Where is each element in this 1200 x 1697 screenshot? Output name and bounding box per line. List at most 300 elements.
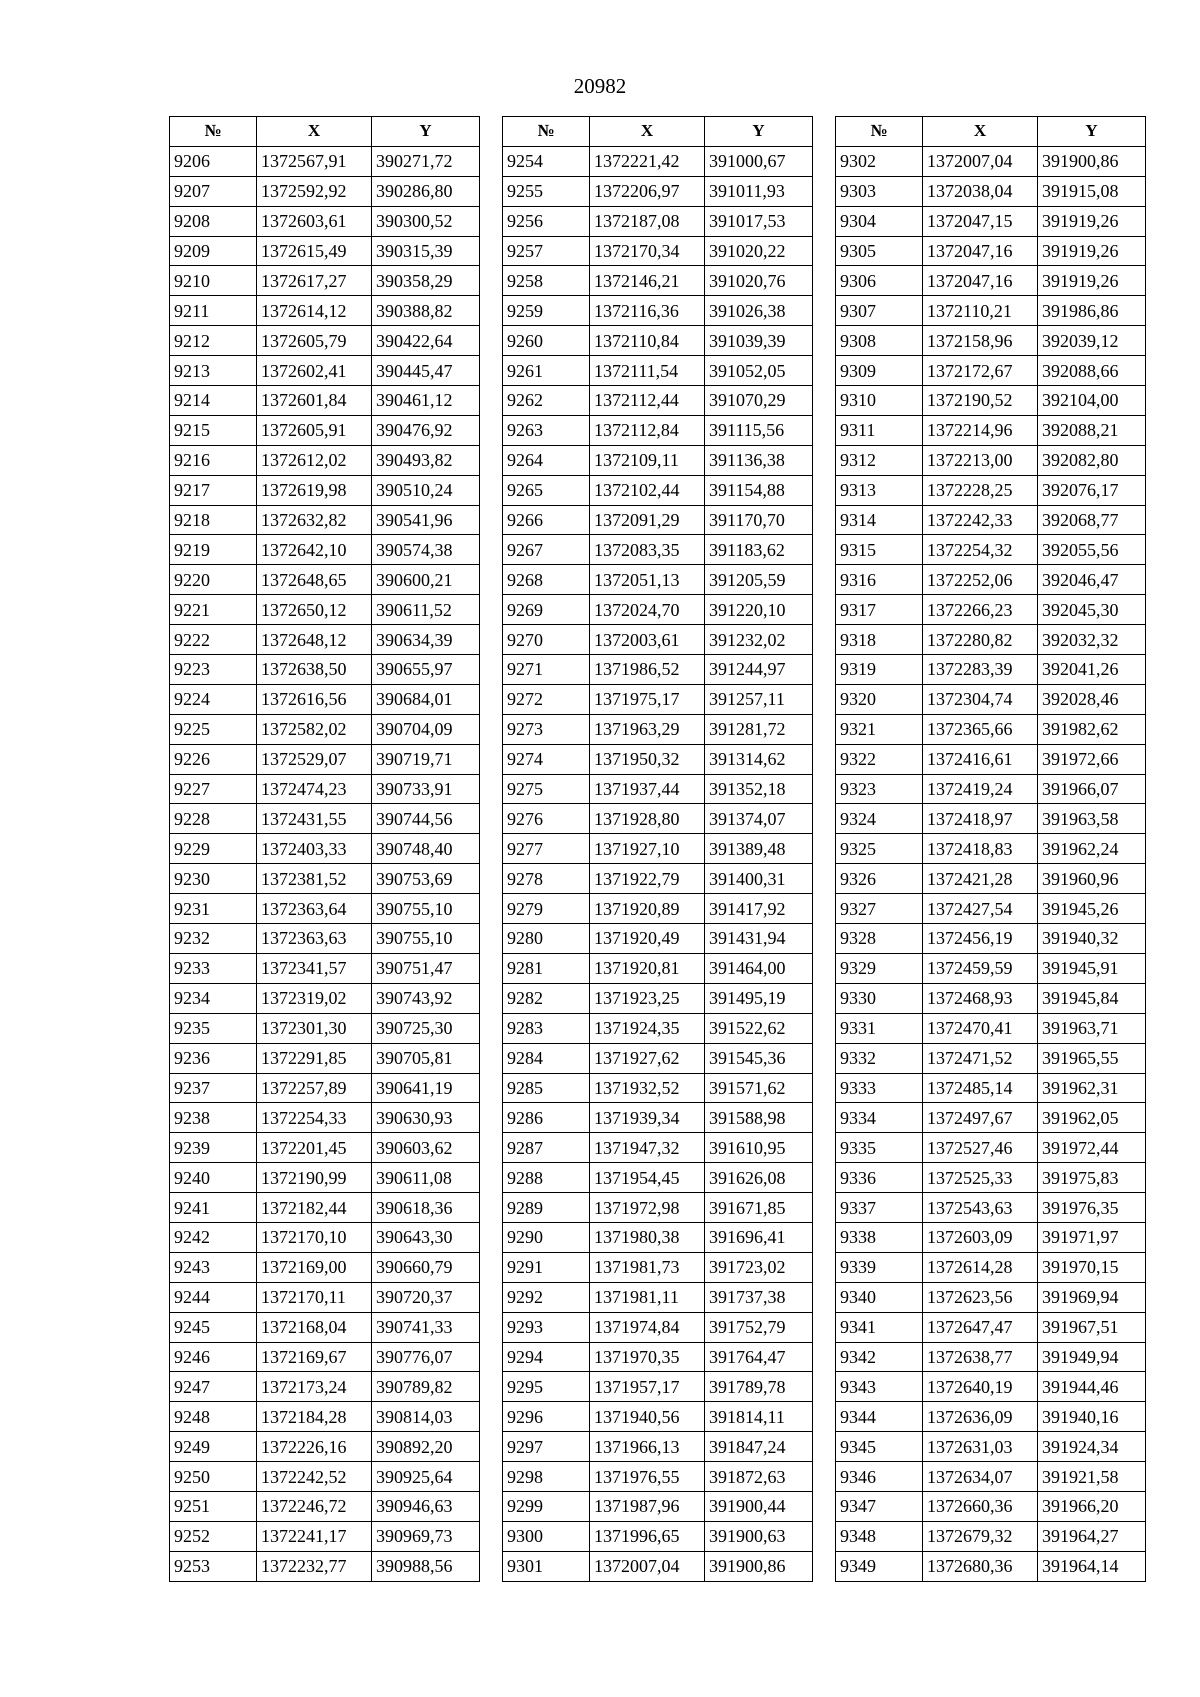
table-row <box>170 535 480 565</box>
table-row <box>170 1551 480 1581</box>
table-row <box>503 176 813 206</box>
y-coordinate-cell: 391020,22 <box>705 236 813 266</box>
x-coordinate-cell: 1372047,16 <box>923 236 1038 266</box>
point-number-cell: 9253 <box>170 1551 257 1581</box>
y-coordinate-cell: 391070,29 <box>705 386 813 416</box>
point-number-cell: 9231 <box>170 894 257 924</box>
x-coordinate-cell: 1372047,15 <box>923 206 1038 236</box>
x-coordinate-cell: 1372241,17 <box>257 1521 372 1551</box>
table-body <box>170 146 480 1581</box>
point-number-cell: 9277 <box>503 834 590 864</box>
y-coordinate-cell: 390743,92 <box>372 983 480 1013</box>
point-number-cell: 9227 <box>170 774 257 804</box>
table-row <box>836 1491 1146 1521</box>
table-row <box>836 684 1146 714</box>
table-row <box>503 1133 813 1163</box>
point-number-cell: 9261 <box>503 356 590 386</box>
table-row <box>170 1043 480 1073</box>
point-number-cell: 9240 <box>170 1163 257 1193</box>
header-number: № <box>503 117 590 147</box>
point-number-cell: 9270 <box>503 625 590 655</box>
point-number-cell: 9288 <box>503 1163 590 1193</box>
y-coordinate-cell: 390300,52 <box>372 206 480 236</box>
table-row <box>836 1462 1146 1492</box>
y-coordinate-cell: 391944,46 <box>1038 1372 1146 1402</box>
table-row <box>503 1073 813 1103</box>
x-coordinate-cell: 1371920,89 <box>590 894 705 924</box>
y-coordinate-cell: 391314,62 <box>705 744 813 774</box>
table-row <box>836 475 1146 505</box>
table-row <box>170 1342 480 1372</box>
table-row <box>836 415 1146 445</box>
table-row <box>836 1282 1146 1312</box>
y-coordinate-cell: 392046,47 <box>1038 565 1146 595</box>
y-coordinate-cell: 392041,26 <box>1038 655 1146 685</box>
point-number-cell: 9212 <box>170 326 257 356</box>
point-number-cell: 9290 <box>503 1222 590 1252</box>
point-number-cell: 9206 <box>170 146 257 176</box>
table-row <box>503 236 813 266</box>
point-number-cell: 9303 <box>836 176 923 206</box>
table-row <box>170 655 480 685</box>
point-number-cell: 9248 <box>170 1402 257 1432</box>
point-number-cell: 9216 <box>170 445 257 475</box>
table-row <box>170 386 480 416</box>
point-number-cell: 9329 <box>836 953 923 983</box>
table-row <box>836 146 1146 176</box>
y-coordinate-cell: 391232,02 <box>705 625 813 655</box>
table-row <box>170 864 480 894</box>
point-number-cell: 9258 <box>503 266 590 296</box>
y-coordinate-cell: 391257,11 <box>705 684 813 714</box>
x-coordinate-cell: 1371966,13 <box>590 1432 705 1462</box>
x-coordinate-cell: 1371970,35 <box>590 1342 705 1372</box>
y-coordinate-cell: 391900,86 <box>1038 146 1146 176</box>
y-coordinate-cell: 390445,47 <box>372 356 480 386</box>
point-number-cell: 9335 <box>836 1133 923 1163</box>
table-row <box>503 1491 813 1521</box>
x-coordinate-cell: 1372615,49 <box>257 236 372 266</box>
y-coordinate-cell: 390643,30 <box>372 1222 480 1252</box>
x-coordinate-cell: 1372363,63 <box>257 924 372 954</box>
x-coordinate-cell: 1372109,11 <box>590 445 705 475</box>
point-number-cell: 9348 <box>836 1521 923 1551</box>
point-number-cell: 9291 <box>503 1252 590 1282</box>
y-coordinate-cell: 391431,94 <box>705 924 813 954</box>
table-row <box>170 1372 480 1402</box>
x-coordinate-cell: 1372254,33 <box>257 1103 372 1133</box>
table-row <box>836 595 1146 625</box>
point-number-cell: 9285 <box>503 1073 590 1103</box>
point-number-cell: 9218 <box>170 505 257 535</box>
table-row <box>170 236 480 266</box>
y-coordinate-cell: 392104,00 <box>1038 386 1146 416</box>
x-coordinate-cell: 1372190,99 <box>257 1163 372 1193</box>
x-coordinate-cell: 1372228,25 <box>923 475 1038 505</box>
y-coordinate-cell: 390611,52 <box>372 595 480 625</box>
table-row <box>503 1252 813 1282</box>
y-coordinate-cell: 391919,26 <box>1038 266 1146 296</box>
y-coordinate-cell: 390789,82 <box>372 1372 480 1402</box>
table-row <box>836 983 1146 1013</box>
table-row <box>836 655 1146 685</box>
x-coordinate-cell: 1372184,28 <box>257 1402 372 1432</box>
point-number-cell: 9279 <box>503 894 590 924</box>
x-coordinate-cell: 1372007,04 <box>590 1551 705 1581</box>
x-coordinate-cell: 1372363,64 <box>257 894 372 924</box>
x-coordinate-cell: 1372146,21 <box>590 266 705 296</box>
point-number-cell: 9271 <box>503 655 590 685</box>
y-coordinate-cell: 391972,66 <box>1038 744 1146 774</box>
table-row <box>503 415 813 445</box>
table-row <box>503 1103 813 1133</box>
y-coordinate-cell: 391964,14 <box>1038 1551 1146 1581</box>
table-row <box>503 924 813 954</box>
table-row <box>503 804 813 834</box>
point-number-cell: 9250 <box>170 1462 257 1492</box>
x-coordinate-cell: 1371947,32 <box>590 1133 705 1163</box>
x-coordinate-cell: 1371932,52 <box>590 1073 705 1103</box>
y-coordinate-cell: 391965,55 <box>1038 1043 1146 1073</box>
y-coordinate-cell: 391400,31 <box>705 864 813 894</box>
y-coordinate-cell: 391610,95 <box>705 1133 813 1163</box>
point-number-cell: 9328 <box>836 924 923 954</box>
point-number-cell: 9349 <box>836 1551 923 1581</box>
x-coordinate-cell: 1372632,82 <box>257 505 372 535</box>
table-row <box>170 804 480 834</box>
table-row <box>503 356 813 386</box>
x-coordinate-cell: 1372421,28 <box>923 864 1038 894</box>
point-number-cell: 9235 <box>170 1013 257 1043</box>
table-row <box>503 1372 813 1402</box>
table-row <box>836 1342 1146 1372</box>
table-row <box>836 1013 1146 1043</box>
y-coordinate-cell: 390641,19 <box>372 1073 480 1103</box>
x-coordinate-cell: 1372642,10 <box>257 535 372 565</box>
table-row <box>170 505 480 535</box>
y-coordinate-cell: 392076,17 <box>1038 475 1146 505</box>
table-row <box>503 655 813 685</box>
y-coordinate-cell: 391960,96 <box>1038 864 1146 894</box>
y-coordinate-cell: 391026,38 <box>705 296 813 326</box>
x-coordinate-cell: 1372567,91 <box>257 146 372 176</box>
y-coordinate-cell: 390892,20 <box>372 1432 480 1462</box>
point-number-cell: 9217 <box>170 475 257 505</box>
table-row <box>503 1013 813 1043</box>
y-coordinate-cell: 390725,30 <box>372 1013 480 1043</box>
point-number-cell: 9283 <box>503 1013 590 1043</box>
point-number-cell: 9324 <box>836 804 923 834</box>
table-row <box>503 744 813 774</box>
table-row <box>836 1432 1146 1462</box>
table-row <box>836 236 1146 266</box>
y-coordinate-cell: 390720,37 <box>372 1282 480 1312</box>
header-y: Y <box>705 117 813 147</box>
point-number-cell: 9331 <box>836 1013 923 1043</box>
x-coordinate-cell: 1372168,04 <box>257 1312 372 1342</box>
table-row <box>503 1432 813 1462</box>
y-coordinate-cell: 391000,67 <box>705 146 813 176</box>
header-y: Y <box>1038 117 1146 147</box>
table-row <box>170 1073 480 1103</box>
x-coordinate-cell: 1372007,04 <box>923 146 1038 176</box>
y-coordinate-cell: 390755,10 <box>372 924 480 954</box>
y-coordinate-cell: 390603,62 <box>372 1133 480 1163</box>
y-coordinate-cell: 390611,08 <box>372 1163 480 1193</box>
x-coordinate-cell: 1372252,06 <box>923 565 1038 595</box>
point-number-cell: 9280 <box>503 924 590 954</box>
point-number-cell: 9332 <box>836 1043 923 1073</box>
table-row <box>836 535 1146 565</box>
y-coordinate-cell: 390684,01 <box>372 684 480 714</box>
point-number-cell: 9289 <box>503 1193 590 1223</box>
table-row <box>170 296 480 326</box>
point-number-cell: 9268 <box>503 565 590 595</box>
table-row <box>170 595 480 625</box>
y-coordinate-cell: 390660,79 <box>372 1252 480 1282</box>
y-coordinate-cell: 391571,62 <box>705 1073 813 1103</box>
table-row <box>170 1013 480 1043</box>
point-number-cell: 9278 <box>503 864 590 894</box>
table-row <box>503 326 813 356</box>
y-coordinate-cell: 391900,44 <box>705 1491 813 1521</box>
x-coordinate-cell: 1372603,61 <box>257 206 372 236</box>
x-coordinate-cell: 1372474,23 <box>257 774 372 804</box>
x-coordinate-cell: 1372213,00 <box>923 445 1038 475</box>
point-number-cell: 9269 <box>503 595 590 625</box>
point-number-cell: 9247 <box>170 1372 257 1402</box>
table-row <box>503 146 813 176</box>
table-row <box>503 625 813 655</box>
point-number-cell: 9265 <box>503 475 590 505</box>
point-number-cell: 9244 <box>170 1282 257 1312</box>
point-number-cell: 9228 <box>170 804 257 834</box>
table-row <box>836 1043 1146 1073</box>
header-x: X <box>923 117 1038 147</box>
y-coordinate-cell: 391205,59 <box>705 565 813 595</box>
table-row <box>836 386 1146 416</box>
x-coordinate-cell: 1372601,84 <box>257 386 372 416</box>
point-number-cell: 9262 <box>503 386 590 416</box>
table-row <box>503 565 813 595</box>
table-row <box>170 983 480 1013</box>
table-row <box>170 714 480 744</box>
x-coordinate-cell: 1372619,98 <box>257 475 372 505</box>
table-row <box>836 924 1146 954</box>
x-coordinate-cell: 1371954,45 <box>590 1163 705 1193</box>
x-coordinate-cell: 1372617,27 <box>257 266 372 296</box>
y-coordinate-cell: 391872,63 <box>705 1462 813 1492</box>
point-number-cell: 9321 <box>836 714 923 744</box>
x-coordinate-cell: 1372456,19 <box>923 924 1038 954</box>
y-coordinate-cell: 391170,70 <box>705 505 813 535</box>
y-coordinate-cell: 390461,12 <box>372 386 480 416</box>
table-row <box>170 924 480 954</box>
y-coordinate-cell: 391945,91 <box>1038 953 1146 983</box>
table-row <box>836 774 1146 804</box>
table-header-row <box>503 117 813 147</box>
point-number-cell: 9282 <box>503 983 590 1013</box>
y-coordinate-cell: 391962,31 <box>1038 1073 1146 1103</box>
x-coordinate-cell: 1372169,67 <box>257 1342 372 1372</box>
x-coordinate-cell: 1372612,02 <box>257 445 372 475</box>
y-coordinate-cell: 392045,30 <box>1038 595 1146 625</box>
point-number-cell: 9234 <box>170 983 257 1013</box>
y-coordinate-cell: 390925,64 <box>372 1462 480 1492</box>
x-coordinate-cell: 1372602,41 <box>257 356 372 386</box>
y-coordinate-cell: 391945,26 <box>1038 894 1146 924</box>
point-number-cell: 9286 <box>503 1103 590 1133</box>
x-coordinate-cell: 1372614,12 <box>257 296 372 326</box>
table-row <box>503 206 813 236</box>
table-row <box>836 1252 1146 1282</box>
y-coordinate-cell: 390704,09 <box>372 714 480 744</box>
point-number-cell: 9330 <box>836 983 923 1013</box>
point-number-cell: 9316 <box>836 565 923 595</box>
table-row <box>503 1163 813 1193</box>
table-row <box>503 684 813 714</box>
point-number-cell: 9337 <box>836 1193 923 1223</box>
x-coordinate-cell: 1371927,62 <box>590 1043 705 1073</box>
point-number-cell: 9323 <box>836 774 923 804</box>
table-row <box>836 565 1146 595</box>
y-coordinate-cell: 390630,93 <box>372 1103 480 1133</box>
point-number-cell: 9215 <box>170 415 257 445</box>
x-coordinate-cell: 1372112,44 <box>590 386 705 416</box>
y-coordinate-cell: 391764,47 <box>705 1342 813 1372</box>
y-coordinate-cell: 390600,21 <box>372 565 480 595</box>
table-row <box>170 1462 480 1492</box>
table-row <box>503 834 813 864</box>
y-coordinate-cell: 390510,24 <box>372 475 480 505</box>
table-row <box>836 1521 1146 1551</box>
x-coordinate-cell: 1371996,65 <box>590 1521 705 1551</box>
x-coordinate-cell: 1372110,21 <box>923 296 1038 326</box>
y-coordinate-cell: 391915,08 <box>1038 176 1146 206</box>
table-row <box>836 505 1146 535</box>
x-coordinate-cell: 1372047,16 <box>923 266 1038 296</box>
table-row <box>503 953 813 983</box>
point-number-cell: 9246 <box>170 1342 257 1372</box>
x-coordinate-cell: 1372304,74 <box>923 684 1038 714</box>
x-coordinate-cell: 1371981,11 <box>590 1282 705 1312</box>
y-coordinate-cell: 392088,66 <box>1038 356 1146 386</box>
x-coordinate-cell: 1372301,30 <box>257 1013 372 1043</box>
point-number-cell: 9298 <box>503 1462 590 1492</box>
x-coordinate-cell: 1372418,83 <box>923 834 1038 864</box>
point-number-cell: 9322 <box>836 744 923 774</box>
point-number-cell: 9252 <box>170 1521 257 1551</box>
point-number-cell: 9233 <box>170 953 257 983</box>
x-coordinate-cell: 1371976,55 <box>590 1462 705 1492</box>
x-coordinate-cell: 1372182,44 <box>257 1193 372 1223</box>
x-coordinate-cell: 1372497,67 <box>923 1103 1038 1133</box>
point-number-cell: 9274 <box>503 744 590 774</box>
y-coordinate-cell: 391919,26 <box>1038 236 1146 266</box>
coordinates-table-1 <box>169 116 480 1582</box>
x-coordinate-cell: 1372679,32 <box>923 1521 1038 1551</box>
table-row <box>170 894 480 924</box>
table-row <box>170 1402 480 1432</box>
page-number: 20982 <box>573 74 627 98</box>
point-number-cell: 9281 <box>503 953 590 983</box>
y-coordinate-cell: 390574,38 <box>372 535 480 565</box>
point-number-cell: 9209 <box>170 236 257 266</box>
x-coordinate-cell: 1372638,50 <box>257 655 372 685</box>
y-coordinate-cell: 391962,24 <box>1038 834 1146 864</box>
point-number-cell: 9222 <box>170 625 257 655</box>
point-number-cell: 9224 <box>170 684 257 714</box>
y-coordinate-cell: 391789,78 <box>705 1372 813 1402</box>
point-number-cell: 9342 <box>836 1342 923 1372</box>
y-coordinate-cell: 391986,86 <box>1038 296 1146 326</box>
y-coordinate-cell: 391940,32 <box>1038 924 1146 954</box>
x-coordinate-cell: 1372190,52 <box>923 386 1038 416</box>
x-coordinate-cell: 1372640,19 <box>923 1372 1038 1402</box>
x-coordinate-cell: 1372582,02 <box>257 714 372 744</box>
x-coordinate-cell: 1372459,59 <box>923 953 1038 983</box>
point-number-cell: 9256 <box>503 206 590 236</box>
x-coordinate-cell: 1371920,49 <box>590 924 705 954</box>
x-coordinate-cell: 1372605,79 <box>257 326 372 356</box>
table-row <box>170 326 480 356</box>
table-row <box>170 1163 480 1193</box>
y-coordinate-cell: 391183,62 <box>705 535 813 565</box>
y-coordinate-cell: 391626,08 <box>705 1163 813 1193</box>
y-coordinate-cell: 391970,15 <box>1038 1252 1146 1282</box>
table-row <box>170 953 480 983</box>
point-number-cell: 9347 <box>836 1491 923 1521</box>
table-row <box>836 356 1146 386</box>
x-coordinate-cell: 1372381,52 <box>257 864 372 894</box>
table-row <box>170 684 480 714</box>
x-coordinate-cell: 1372638,77 <box>923 1342 1038 1372</box>
table-row <box>836 1402 1146 1432</box>
table-row <box>836 804 1146 834</box>
x-coordinate-cell: 1371957,17 <box>590 1372 705 1402</box>
table-row <box>503 774 813 804</box>
table-row <box>836 326 1146 356</box>
point-number-cell: 9343 <box>836 1372 923 1402</box>
table-row <box>503 894 813 924</box>
point-number-cell: 9339 <box>836 1252 923 1282</box>
x-coordinate-cell: 1372214,96 <box>923 415 1038 445</box>
point-number-cell: 9301 <box>503 1551 590 1581</box>
table-row <box>503 1342 813 1372</box>
y-coordinate-cell: 391011,93 <box>705 176 813 206</box>
table-row <box>836 1312 1146 1342</box>
point-number-cell: 9318 <box>836 625 923 655</box>
y-coordinate-cell: 391020,76 <box>705 266 813 296</box>
x-coordinate-cell: 1371928,80 <box>590 804 705 834</box>
table-row <box>836 1163 1146 1193</box>
x-coordinate-cell: 1372170,10 <box>257 1222 372 1252</box>
y-coordinate-cell: 391924,34 <box>1038 1432 1146 1462</box>
x-coordinate-cell: 1371927,10 <box>590 834 705 864</box>
x-coordinate-cell: 1372603,09 <box>923 1222 1038 1252</box>
x-coordinate-cell: 1371986,52 <box>590 655 705 685</box>
table-row <box>836 953 1146 983</box>
point-number-cell: 9320 <box>836 684 923 714</box>
point-number-cell: 9219 <box>170 535 257 565</box>
point-number-cell: 9267 <box>503 535 590 565</box>
y-coordinate-cell: 391940,16 <box>1038 1402 1146 1432</box>
table-row <box>836 1372 1146 1402</box>
table-row <box>170 774 480 804</box>
x-coordinate-cell: 1372158,96 <box>923 326 1038 356</box>
point-number-cell: 9275 <box>503 774 590 804</box>
x-coordinate-cell: 1372246,72 <box>257 1491 372 1521</box>
